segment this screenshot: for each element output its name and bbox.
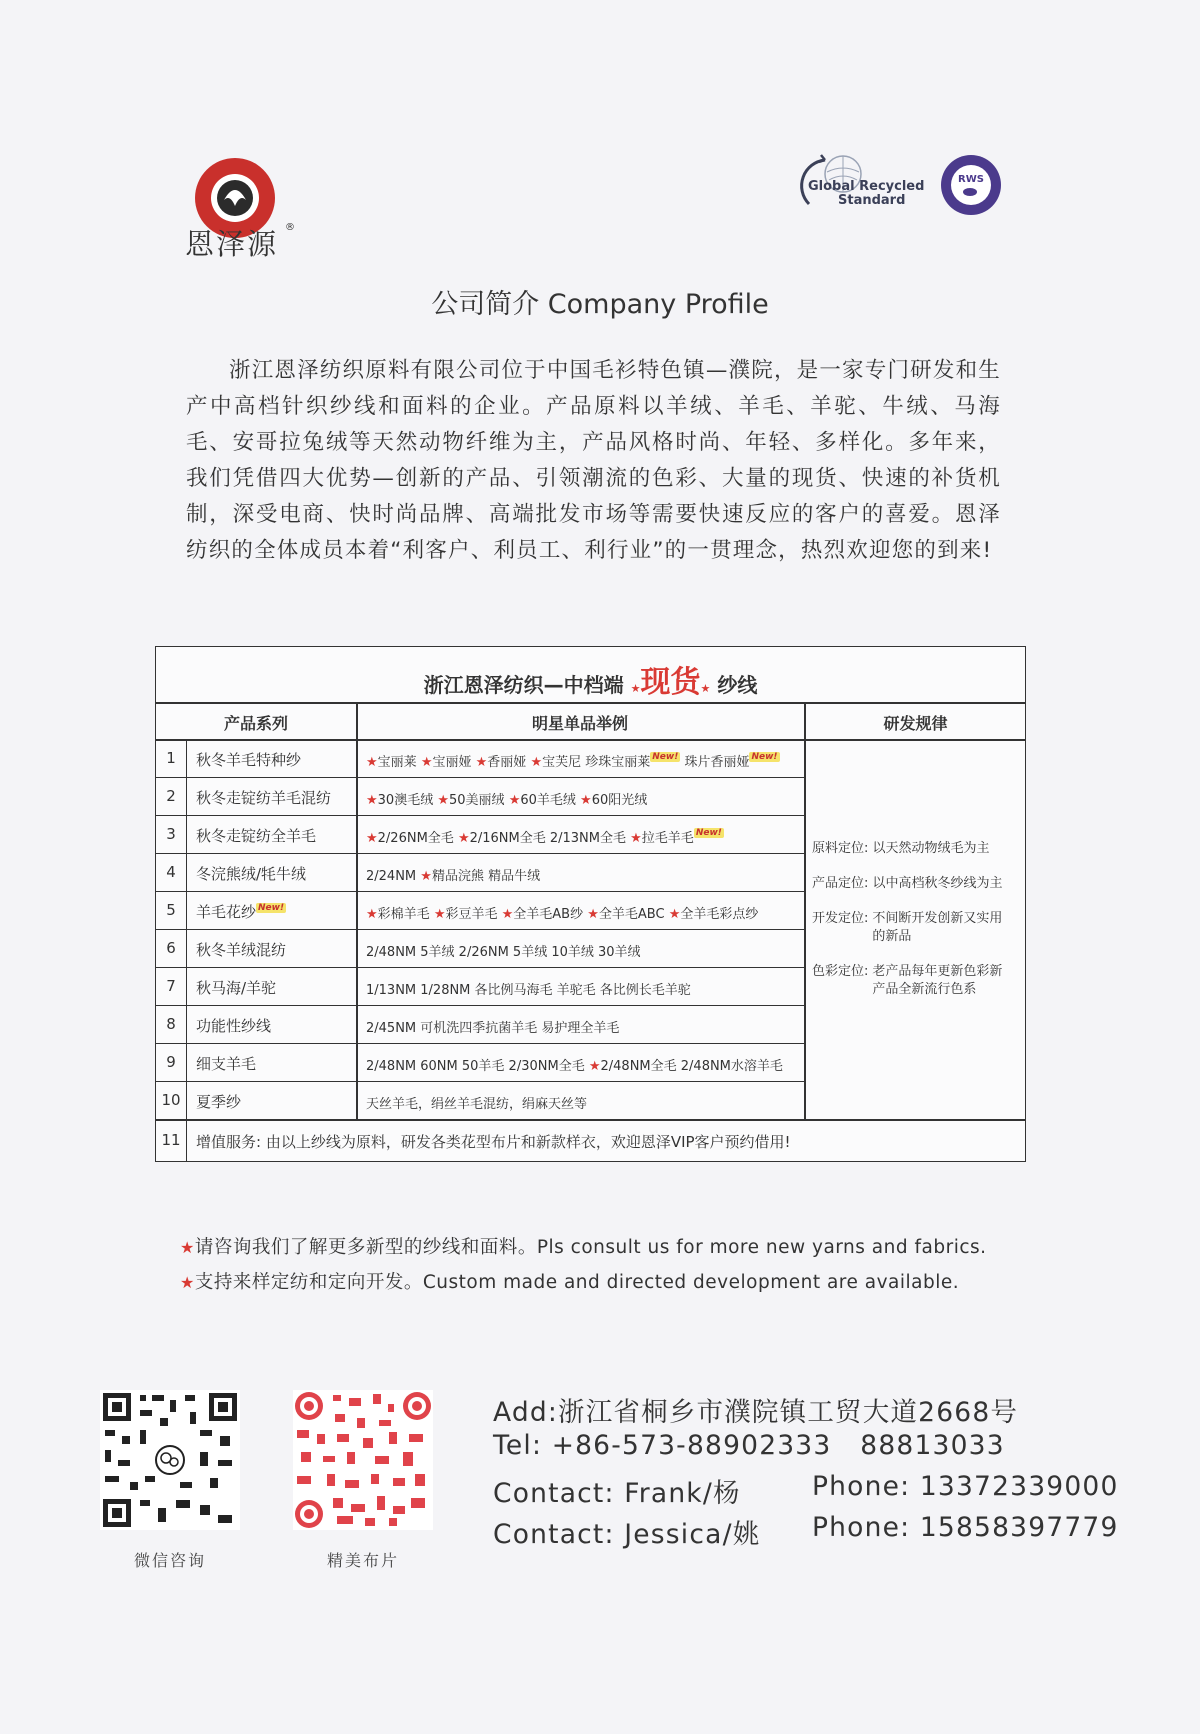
rule-item — [812, 875, 1022, 893]
row-series: 秋冬羊绒混纺 — [196, 941, 287, 959]
logo-name: 恩泽源 — [185, 227, 279, 261]
rule-item — [812, 840, 1022, 858]
new-badge: New! — [652, 752, 679, 762]
row-examples: 2/48NM 5羊绒 2/26NM 5羊绒 10羊绒 30羊绒 — [366, 945, 641, 960]
table-title-highlight: 现货 — [640, 665, 701, 700]
phone1-label: Phone: — [812, 1471, 911, 1502]
new-badge: New! — [751, 752, 778, 762]
example-item: 全羊毛彩点纱 — [680, 907, 759, 922]
contact2-label: Contact: — [493, 1519, 615, 1550]
contact2-line — [493, 1512, 760, 1551]
rule-item — [812, 910, 1022, 946]
rule-label: 原料定位: — [812, 841, 869, 856]
example-item: 2/24NM — [366, 869, 417, 884]
col-header-series: 产品系列 — [223, 714, 288, 733]
tel-label: Tel: — [493, 1430, 543, 1461]
value-added-service: 增值服务: 由以上纱线为原料，研发各类花型布片和新款样衣，欢迎恩泽VIP客户预约借用! — [196, 1133, 791, 1151]
registered-mark: ® — [285, 222, 295, 233]
row-series: 夏季纱 — [196, 1093, 242, 1111]
note-consult: ★请咨询我们了解更多新型的纱线和面料。Pls consult us for more new yarns and fabrics. — [180, 1237, 987, 1258]
tel-numbers: +86-573-88902333 88813033 — [551, 1430, 1005, 1461]
rule-label: 产品定位: — [812, 876, 869, 891]
example-item: 2/16NM全毛 2/13NM全毛 — [469, 831, 626, 846]
example-item: 宝芙尼 — [542, 755, 582, 770]
row-number: 4 — [166, 863, 176, 881]
row-series: 秋冬走锭纺羊毛混纺 — [196, 789, 332, 807]
qr1-caption: 微信咨询 — [133, 1551, 206, 1570]
tel-line — [493, 1430, 1005, 1461]
example-item: 精品浣熊 精品牛绒 — [431, 869, 541, 884]
contact1-line — [493, 1471, 741, 1510]
table-title-suffix: 纱线 — [717, 673, 758, 697]
example-item: 2/26NM全毛 — [377, 831, 454, 846]
grs-text-line1: Global Recycled — [808, 179, 925, 194]
row-number: 11 — [161, 1131, 181, 1149]
row-number: 1 — [166, 749, 176, 767]
rule-label: 色彩定位: — [812, 964, 869, 979]
row-examples: ★30澳毛绒 ★50美丽绒 ★60羊毛绒 ★60阳光绒 — [366, 793, 648, 808]
row-number: 3 — [166, 825, 176, 843]
fabric-swatch-qr-code[interactable] — [293, 1390, 433, 1530]
phone2-label: Phone: — [812, 1512, 911, 1543]
example-item: 宝丽娅 — [432, 755, 472, 770]
row-number: 9 — [166, 1053, 176, 1071]
row-series-text: 羊毛花纱 — [196, 903, 257, 921]
wechat-qr-code[interactable] — [100, 1390, 240, 1530]
row-series: 秋冬走锭纺全羊毛 — [196, 827, 317, 845]
rule-text: 不间断开发创新又实用的新品 — [872, 911, 1003, 944]
note-text: 支持来样定纺和定向开发。Custom made and directed development are available. — [194, 1272, 960, 1293]
example-item: 珠片香丽娅 — [684, 755, 750, 770]
row-number: 8 — [166, 1015, 176, 1033]
row-series: 秋冬羊毛特种纱 — [196, 751, 302, 769]
rule-text: 以中高档秋冬纱线为主 — [872, 876, 1003, 891]
example-item: 50美丽绒 — [449, 793, 505, 808]
example-item: 彩棉羊毛 — [377, 907, 430, 922]
new-badge: New! — [695, 828, 722, 838]
phone2-number: 15858397779 — [919, 1512, 1119, 1543]
example-item: 彩豆羊毛 — [445, 907, 498, 922]
row-number: 6 — [166, 939, 176, 957]
table-title: 浙江恩泽纺织—中档端 ★现货★ 纱线 — [423, 665, 758, 700]
row-examples: ★宝丽莱 ★宝丽娅 ★香丽娅 ★宝芙尼 珍珠宝丽莱 $^{New!}$ 珠片香丽娅 $^{New!}$ — [366, 752, 778, 770]
phone1-line — [812, 1471, 1119, 1502]
row-examples: 2/24NM ★精品浣熊 精品牛绒 — [366, 869, 541, 884]
row-series: 细支羊毛 — [196, 1055, 257, 1073]
example-item: 2/48NM全毛 2/48NM水溶羊毛 — [600, 1059, 783, 1074]
example-item: 全羊毛AB纱 — [513, 907, 584, 922]
row-series — [196, 901, 286, 922]
rule-text: 老产品每年更新色彩新产品全新流行色系 — [872, 964, 1003, 997]
row-number: 7 — [166, 977, 176, 995]
product-table — [155, 646, 1026, 1162]
row-series: 功能性纱线 — [196, 1017, 272, 1035]
new-badge: New! — [258, 903, 285, 913]
row-number: 2 — [166, 787, 176, 805]
intro-paragraph: 浙江恩泽纺织原料有限公司位于中国毛衫特色镇—濮院，是一家专门研发和生产中高档针织纱线和面料的企业。产品原料以羊绒、羊毛、羊驼、牛绒、马海毛、安哥拉兔绒等天然动物纤维为主，产品风格时尚、年轻、多样化。多年来，我们凭借四大优势—创新的产品、引领潮流的色彩、大量的现货、快速的补货机制，深受电商、快时尚品牌、高端批发市场等需要快速反应的客户的喜爱。恩泽纺织的全体成员本着“利客户、利员工、利行业”的一贯理念，热烈欢迎您的到来! — [186, 358, 1001, 563]
contact2-name: Jessica/姚 — [624, 1519, 761, 1550]
row-series: 秋马海/羊驼 — [196, 979, 277, 997]
row-number: 5 — [166, 901, 176, 919]
example-item: 全羊毛ABC — [598, 907, 665, 922]
row-examples: 天丝羊毛，绢丝羊毛混纺，绢麻天丝等 — [366, 1097, 588, 1112]
example-item: 宝丽莱 — [377, 755, 417, 770]
example-item: 60羊毛绒 — [520, 793, 576, 808]
example-item: 珍珠宝丽莱 — [585, 755, 651, 770]
row-examples: ★彩棉羊毛 ★彩豆羊毛 ★全羊毛AB纱 ★全羊毛ABC ★全羊毛彩点纱 — [366, 907, 759, 922]
example-item: 60阳光绒 — [591, 793, 648, 808]
col-header-rules: 研发规律 — [883, 714, 948, 733]
rule-text: 以天然动物绒毛为主 — [872, 841, 990, 856]
row-series: 冬浣熊绒/牦牛绒 — [196, 865, 307, 883]
row-examples: 2/48NM 60NM 50羊毛 2/30NM全毛 ★2/48NM全毛 2/48NM水溶羊毛 — [366, 1059, 783, 1074]
example-item: 2/48NM 60NM 50羊毛 2/30NM全毛 — [366, 1059, 585, 1074]
col-header-examples: 明星单品举例 — [531, 714, 628, 733]
note-custom: ★支持来样定纺和定向开发。Custom made and directed development are available. — [180, 1272, 960, 1293]
qr2-caption: 精美布片 — [326, 1551, 399, 1570]
contact1-label: Contact: — [493, 1478, 615, 1509]
page-title: 公司简介 Company Profile — [431, 289, 769, 320]
contact1-name: Frank/杨 — [624, 1478, 741, 1509]
address: Add:浙江省桐乡市濮院镇工贸大道2668号 — [493, 1397, 1019, 1428]
rws-text: RWS — [958, 174, 984, 185]
note-text: 请咨询我们了解更多新型的纱线和面料。Pls consult us for more new yarns and fabrics. — [194, 1237, 987, 1258]
example-item: 香丽娅 — [487, 755, 527, 770]
table-title-prefix: 浙江恩泽纺织—中档端 — [423, 673, 624, 697]
example-item: 30澳毛绒 — [377, 793, 434, 808]
row-number: 10 — [161, 1091, 181, 1109]
phone1-number: 13372339000 — [919, 1471, 1119, 1502]
grs-text-line2: Standard — [838, 193, 906, 208]
rws-certified-logo — [940, 154, 1002, 216]
rule-label: 开发定位: — [812, 911, 869, 926]
phone2-line — [812, 1512, 1119, 1543]
example-item: 拉毛羊毛 — [641, 831, 694, 846]
row-examples: ★2/26NM全毛 ★2/16NM全毛 2/13NM全毛 ★拉毛羊毛 $^{New!}$ — [366, 828, 722, 846]
row-examples: 2/45NM 可机洗四季抗菌羊毛 易护理全羊毛 — [366, 1021, 620, 1036]
row-examples: 1/13NM 1/28NM 各比例马海毛 羊驼毛 各比例长毛羊驼 — [366, 983, 691, 998]
rule-item — [812, 963, 1022, 999]
